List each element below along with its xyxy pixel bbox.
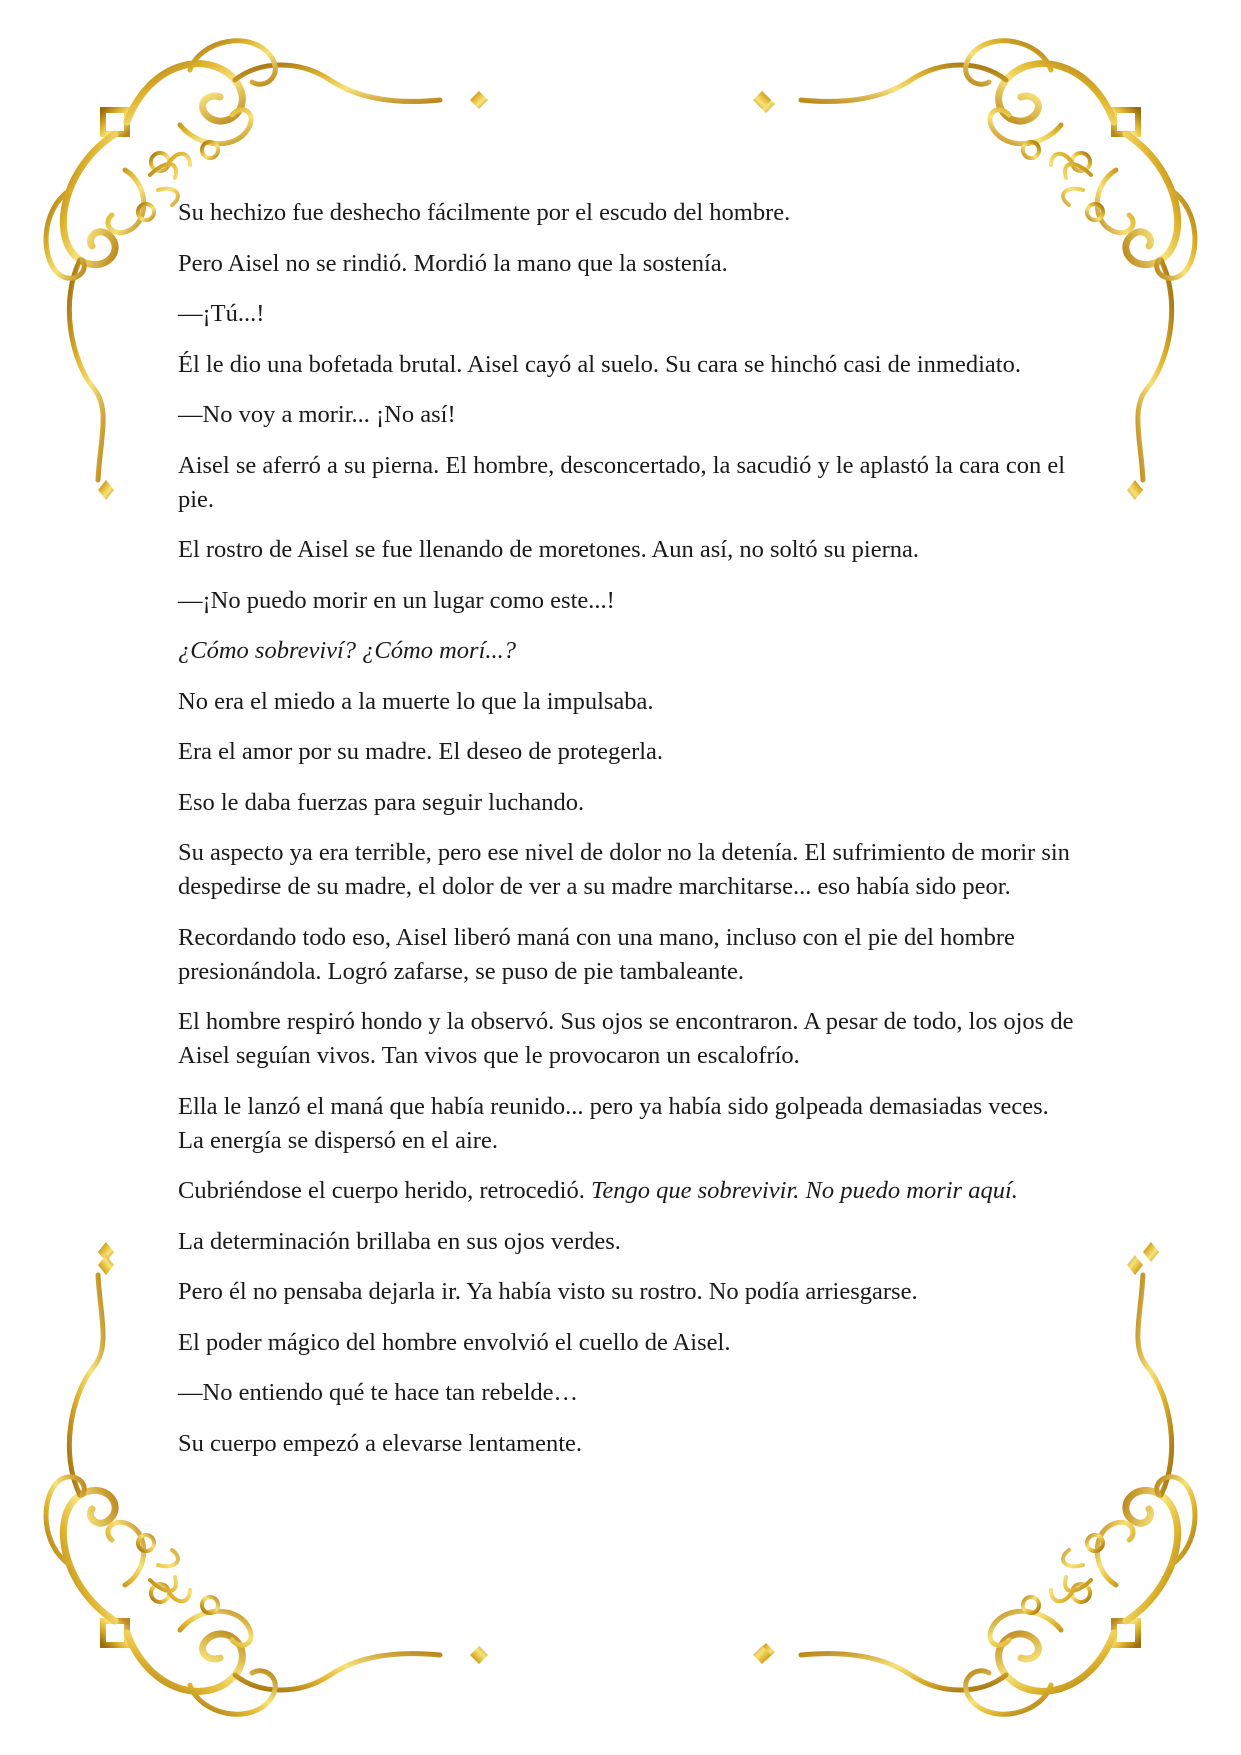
story-text [178,196,1078,1477]
paragraph: Su aspecto ya era terrible, pero ese nivel de dolor no la detenía. El sufrimiento de morir sin despedirse de su madre, el dolor de ver a su madre marchitarse... eso había sido peor. [178,839,1070,900]
paragraph: Eso le daba fuerzas para seguir luchando. [178,788,585,816]
italic-thought: Tengo que sobrevivir. No puedo morir aquí. [590,1177,1018,1204]
paragraph: Pero él no pensaba dejarla ir. Ya había visto su rostro. No podía arriesgarse. [178,1278,918,1305]
paragraph: Su cuerpo empezó a elevarse lentamente. [178,1429,583,1457]
paragraph: Recordando todo eso, Aisel liberó maná con una mano, incluso con el pie del hombre presionándola. Logró zafarse, se puso de pie tambaleante. [178,923,1015,985]
paragraph: El rostro de Aisel se fue llenando de moretones. Aun así, no soltó su pierna. [178,536,919,563]
paragraph: Aisel se aferró a su pierna. El hombre, desconcertado, la sacudió y le aplastó la cara con el pie. [178,451,1066,513]
paragraph: Su hechizo fue deshecho fácilmente por el escudo del hombre. [178,199,791,226]
paragraph: —No entiendo qué te hace tan rebelde… [178,1379,579,1406]
paragraph: Era el amor por su madre. El deseo de protegerla. [178,738,664,765]
paragraph: —¡Tú...! [178,300,265,327]
paragraph: La determinación brillaba en sus ojos verdes. [178,1227,621,1255]
paragraph: —¡No puedo morir en un lugar como este...! [178,586,615,614]
paragraph-lead: Cubriéndose el cuerpo herido, retrocedió. [178,1177,591,1204]
paragraph: El hombre respiró hondo y la observó. Sus ojos se encontraron. A pesar de todo, los ojos de Aisel seguían vivos. Tan vivos que le provocaron un escalofrío. [178,1008,1074,1069]
paragraph-mixed [178,1174,1078,1208]
paragraph: Él le dio una bofetada brutal. Aisel cayó al suelo. Su cara se hinchó casi de inmediato. [178,350,1021,378]
paragraph: El poder mágico del hombre envolvió el cuello de Aisel. [178,1328,731,1356]
paragraph: —No voy a morir... ¡No así! [178,401,456,428]
paragraph: No era el miedo a la muerte lo que la impulsaba. [178,687,654,715]
paragraph-italic-thought: ¿Cómo sobreviví? ¿Cómo morí...? [178,637,516,664]
paragraph: Ella le lanzó el maná que había reunido... pero ya había sido golpeada demasiadas veces. La energía se dispersó en el aire. [178,1092,1049,1154]
paragraph: Pero Aisel no se rindió. Mordió la mano que la sostenía. [178,249,728,277]
